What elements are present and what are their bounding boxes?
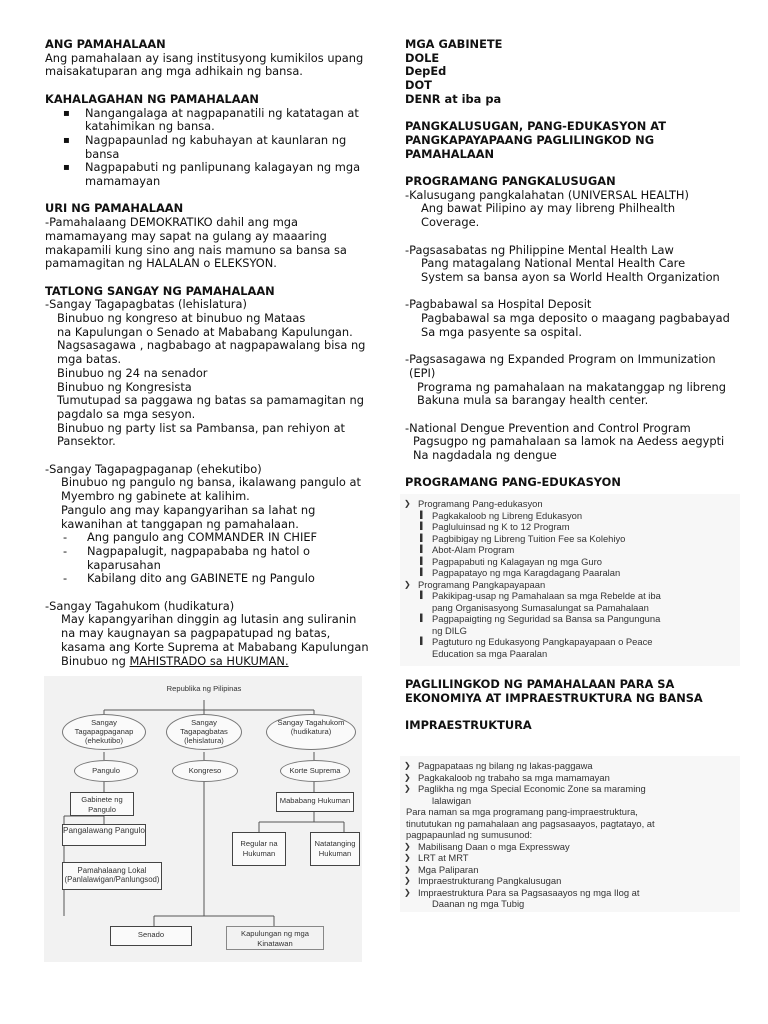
org-kongreso: Kongreso bbox=[172, 760, 238, 782]
text-line: mamamayang may sapat na gulang ay maaaring bbox=[45, 228, 327, 243]
text-line: MGA GABINETE bbox=[405, 37, 503, 51]
scan-list-item: ▌ Pakikipag-usap ng Pamahalaan sa mga Rebelde at iba bbox=[400, 590, 740, 602]
list-item bbox=[87, 545, 370, 572]
scan-list-item: Para naman sa mga programang pang-impraestruktura, bbox=[406, 806, 638, 817]
org-mababang-hukuman: Mababang Hukuman bbox=[276, 792, 354, 812]
sangay-hudikatura-title: -Sangay Tagahukom (hudikatura) bbox=[45, 598, 235, 613]
text-line: Coverage. bbox=[421, 215, 480, 230]
text-line: mga batas. bbox=[57, 352, 122, 367]
text-line: - Ang pangulo ang COMMANDER IN CHIEF bbox=[87, 530, 318, 545]
infrastructure-programs-scan bbox=[400, 756, 740, 912]
text-line: maisakatuparan ang mga adhikain ng bansa. bbox=[45, 64, 303, 79]
health-item-head: -Kalusugang pangkalahatan (UNIVERSAL HEALTH) bbox=[405, 187, 689, 202]
text-line: ▪ Nagpapabuti ng panlipunang kalagayan ng mga bbox=[85, 160, 361, 175]
scan-list-item: ❯ LRT at MRT bbox=[400, 852, 740, 864]
org-senado: Senado bbox=[110, 926, 192, 946]
sangay-ehekutibo-text bbox=[45, 476, 370, 531]
text-line: - Nagpapalugit, nagpapababa ng hatol o bbox=[87, 543, 310, 558]
health-item-head: -Pagbabawal sa Hospital Deposit bbox=[405, 297, 592, 312]
text-line: mamamayan bbox=[85, 174, 161, 189]
left-column bbox=[45, 38, 370, 668]
health-item-head: -National Dengue Prevention and Control Program bbox=[405, 420, 691, 435]
text-line: Nagsasagawa , nagbabago at nagpapawalang bisa ng bbox=[57, 338, 366, 353]
section-kahalagahan-title: KAHALAGAHAN NG PAMAHALAAN bbox=[45, 91, 259, 106]
scan-list-item: ▌ Pagluluinsad ng K to 12 Program bbox=[400, 521, 740, 533]
health-item-head: -Pagsasabatas ng Philippine Mental Health Law bbox=[405, 242, 674, 257]
text-segment: Binubuo ng bbox=[61, 653, 130, 668]
scan-list-item: pang Organisasyong Sumasalungat sa Pamahalaan bbox=[432, 601, 649, 613]
text-line: DOT bbox=[405, 78, 432, 93]
list-item bbox=[87, 531, 370, 545]
text-line: pamamagitan ng HALALAN o ELEKSYON. bbox=[45, 256, 277, 271]
text-line: Binubuo ng Kongresista bbox=[57, 379, 192, 394]
government-org-chart bbox=[44, 676, 362, 962]
org-kapulungan-kinatawan: Kapulungan ng mga Kinatawan bbox=[226, 926, 324, 950]
text-line: na may kaugnayan sa pagpapatupad ng batas, bbox=[61, 626, 331, 641]
sangay-ehekutibo-title: -Sangay Tagapagpaganap (ehekutibo) bbox=[45, 461, 262, 476]
text-line: PANGKAPAYAPAANG PAGLILINGKOD NG bbox=[405, 132, 655, 147]
text-line: kasama ang Korte Suprema at Mababang Kapulungan bbox=[61, 639, 369, 654]
scan-list-item: pagpapaunlad ng sumusunod: bbox=[406, 829, 533, 840]
right-column bbox=[405, 38, 735, 490]
org-regular-hukuman: Regular na Hukuman bbox=[232, 832, 286, 866]
org-branch-lehislatura: Sangay Tagapagbatas (lehislatura) bbox=[166, 714, 242, 750]
text-line: Programa ng pamahalaan na makatanggap ng libreng bbox=[417, 379, 726, 394]
gabinete-list bbox=[405, 38, 735, 107]
text-line: Binubuo ng 24 na senador bbox=[57, 365, 208, 380]
text-line: kaparusahan bbox=[87, 557, 161, 572]
text-line: PAGLILINGKOD NG PAMAHALAAN PARA SA bbox=[405, 677, 675, 691]
text-line: katahimikan ng bansa. bbox=[85, 119, 215, 134]
list-item bbox=[85, 161, 370, 188]
section-tatlong-sangay-title: TATLONG SANGAY NG PAMAHALAAN bbox=[45, 283, 275, 298]
scan-list-item: ▌ Pagbibigay ng Libreng Tuition Fee sa Kolehiyo bbox=[400, 533, 740, 545]
text-line: Bakuna mula sa barangay health center. bbox=[417, 393, 649, 408]
scan-list-item: Daanan ng mga Tubig bbox=[432, 898, 525, 909]
scan-list-item: tinututukan ng pamahalaan ang pagsasaayos, pagtatayo, at bbox=[406, 817, 655, 829]
text-line: bansa bbox=[85, 146, 120, 161]
text-line: pagdalo sa mga sesyon. bbox=[57, 406, 196, 421]
text-line: - Kabilang dito ang GABINETE ng Pangulo bbox=[87, 571, 315, 586]
text-line: Myembro ng gabinete at kalihim. bbox=[61, 489, 250, 504]
scan-list-item: ❯ Pagpapataas ng bilang ng lakas-paggawa bbox=[400, 760, 740, 772]
health-item-text bbox=[405, 257, 735, 284]
text-line: Tumutupad sa paggawa ng batas sa pamamagitan ng bbox=[57, 393, 364, 408]
health-item-text bbox=[405, 381, 735, 408]
scan-list-item: ❯ Mga Paliparan bbox=[400, 864, 740, 876]
text-line: System sa bansa ayon sa World Health Organization bbox=[421, 269, 720, 284]
section-ang-pamahalaan-text bbox=[45, 52, 370, 79]
ehekutibo-list bbox=[45, 531, 370, 586]
mahistrado-underlined: MAHISTRADO sa HUKUMAN. bbox=[129, 653, 289, 668]
section-pangkalusugan-title: PROGRAMANG PANGKALUSUGAN bbox=[405, 174, 616, 188]
scan-list-item: ❯ Paglikha ng mga Special Economic Zone sa maraming bbox=[400, 783, 740, 795]
scan-list-item: ▌ Pagpapatayo ng mga Karagdagang Paaralan bbox=[400, 567, 740, 579]
section-paglilingkod-title bbox=[405, 120, 735, 161]
health-item-text bbox=[405, 435, 735, 462]
org-branch-hudikatura: Sangay Tagahukom (hudikatura) bbox=[266, 714, 356, 750]
text-line: PANGKALUSUGAN, PANG-EDUKASYON AT bbox=[405, 119, 666, 134]
text-line bbox=[61, 655, 370, 669]
text-line: -Pamahalaang DEMOKRATIKO dahil ang mga bbox=[45, 215, 298, 230]
sangay-hudikatura-text bbox=[45, 613, 370, 668]
health-item-head: -Pagsasagawa ng Expanded Program on Immunization bbox=[405, 352, 716, 367]
section-uri-title: URI NG PAMAHALAAN bbox=[45, 201, 184, 216]
scan-list-item: Education sa mga Paaralan bbox=[432, 647, 548, 659]
scan-list-item: ▌ Pagpapaigting ng Seguridad sa Bansa sa Pangunguna bbox=[400, 613, 740, 625]
text-line: Pagbabawal sa mga deposito o maagang pagbabayad bbox=[421, 311, 730, 325]
text-line: ▪ Nangangalaga at nagpapanatili ng katatagan at bbox=[85, 105, 359, 120]
org-branch-ehekutibo: Sangay Tagapagpaganap (ehekutibo) bbox=[62, 714, 146, 750]
text-line: Binubuo ng party list sa Pambansa, pan rehiyon at bbox=[57, 420, 346, 435]
section-ekonomiya-title bbox=[405, 678, 735, 705]
text-line: May kapangyarihan dinggin ag lutasin ang suliranin bbox=[61, 612, 357, 627]
section-uri-text bbox=[45, 216, 370, 271]
section-ang-pamahalaan-title: ANG PAMAHALAAN bbox=[45, 37, 166, 51]
text-line: Binubuo ng pangulo ng bansa, ikalawang pangulo at bbox=[61, 475, 361, 490]
org-top-label: Republika ng Pilipinas bbox=[166, 684, 242, 693]
text-line: Pangulo ang may kapangyarihan sa lahat ng bbox=[61, 502, 316, 517]
list-item bbox=[87, 572, 370, 586]
text-line: Ang pamahalaan ay isang institusyong kumikilos upang bbox=[45, 50, 364, 65]
org-gabinete: Gabinete ng Pangulo bbox=[70, 792, 134, 816]
text-line: DepEd bbox=[405, 64, 447, 79]
text-line: Pansektor. bbox=[57, 434, 116, 449]
org-korte-suprema: Korte Suprema bbox=[280, 760, 350, 782]
text-line: Ang bawat Pilipino ay may libreng Philhealth bbox=[421, 201, 676, 216]
org-pamahalaang-lokal: Pamahalaang Lokal (Panlalawigan/Panlungsod) bbox=[62, 862, 162, 890]
text-line: makapamili kung sino ang nais mamuno sa bansa sa bbox=[45, 242, 347, 257]
scan-list-item: ▌ Abot-Alam Program bbox=[400, 544, 740, 556]
scan-list-item: ❯ Mabilisang Daan o mga Expressway bbox=[400, 841, 740, 853]
education-programs-scan bbox=[400, 494, 740, 666]
scan-list-item: ❯ Programang Pangkapayapaan bbox=[400, 579, 740, 591]
scan-list-item: ▌ Pagkakaloob ng Libreng Edukasyon bbox=[400, 510, 740, 522]
scan-list-item: lalawigan bbox=[432, 794, 472, 806]
text-line: Pagsugpo ng pamahalaan sa lamok na Aedess aegypti bbox=[413, 434, 725, 449]
list-item bbox=[85, 134, 370, 161]
org-natatanging-hukuman: Natatanging Hukuman bbox=[310, 832, 360, 866]
text-line: ▪ Nagpapaunlad ng kabuhayan at kaunlaran ng bbox=[85, 132, 347, 147]
scan-list-item: ng DILG bbox=[432, 624, 467, 636]
text-line: Sa mga pasyente sa ospital. bbox=[421, 324, 583, 339]
section-pang-edukasyon-title: PROGRAMANG PANG-EDUKASYON bbox=[405, 475, 621, 490]
org-pangulo: Pangulo bbox=[74, 760, 138, 782]
sangay-lehislatura-title: -Sangay Tagapagbatas (lehislatura) bbox=[45, 297, 247, 312]
scan-list-item: ❯ Programang Pang-edukasyon bbox=[400, 498, 740, 510]
kahalagahan-list bbox=[45, 107, 370, 189]
scan-list-item: ▌ Pagtuturo ng Edukasyong Pangkapayapaan o Peace bbox=[400, 636, 740, 648]
text-line: na Kapulungan o Senado at Mababang Kapulungan. bbox=[57, 324, 353, 339]
text-line: Na nagdadala ng dengue bbox=[413, 448, 557, 462]
scan-list-item: ▌ Pagpapabuti ng Kalagayan ng mga Guro bbox=[400, 556, 740, 568]
text-line: Pang matagalang National Mental Health Care bbox=[421, 256, 686, 271]
text-line: DENR at iba pa bbox=[405, 91, 502, 106]
text-line: kawanihan at tanggapan ng pamahalaan. bbox=[61, 516, 299, 531]
right-column-lower bbox=[405, 678, 735, 733]
sangay-lehislatura-text bbox=[45, 312, 370, 449]
org-pangalawang-pangulo: Pangalawang Pangulo bbox=[62, 824, 146, 846]
list-item bbox=[85, 107, 370, 134]
scan-list-item: ❯ Impraestruktura Para sa Pagsasaayos ng mga Ilog at bbox=[400, 887, 740, 899]
section-impraestruktura-title: IMPRAESTRUKTURA bbox=[405, 718, 532, 733]
health-item-sub: (EPI) bbox=[409, 365, 436, 380]
scan-list-item: ❯ Impraestrukturang Pangkalusugan bbox=[400, 875, 740, 887]
text-line: EKONOMIYA AT IMPRAESTRUKTURA NG BANSA bbox=[405, 690, 703, 705]
health-item-text bbox=[405, 202, 735, 229]
text-line: Binubuo ng kongreso at binubuo ng Mataas bbox=[57, 311, 306, 326]
scan-list-item: ❯ Pagkakaloob ng trabaho sa mga mamamayan bbox=[400, 772, 740, 784]
text-line: DOLE bbox=[405, 50, 440, 65]
health-item-text bbox=[405, 312, 735, 339]
text-line: PAMAHALAAN bbox=[405, 146, 495, 161]
